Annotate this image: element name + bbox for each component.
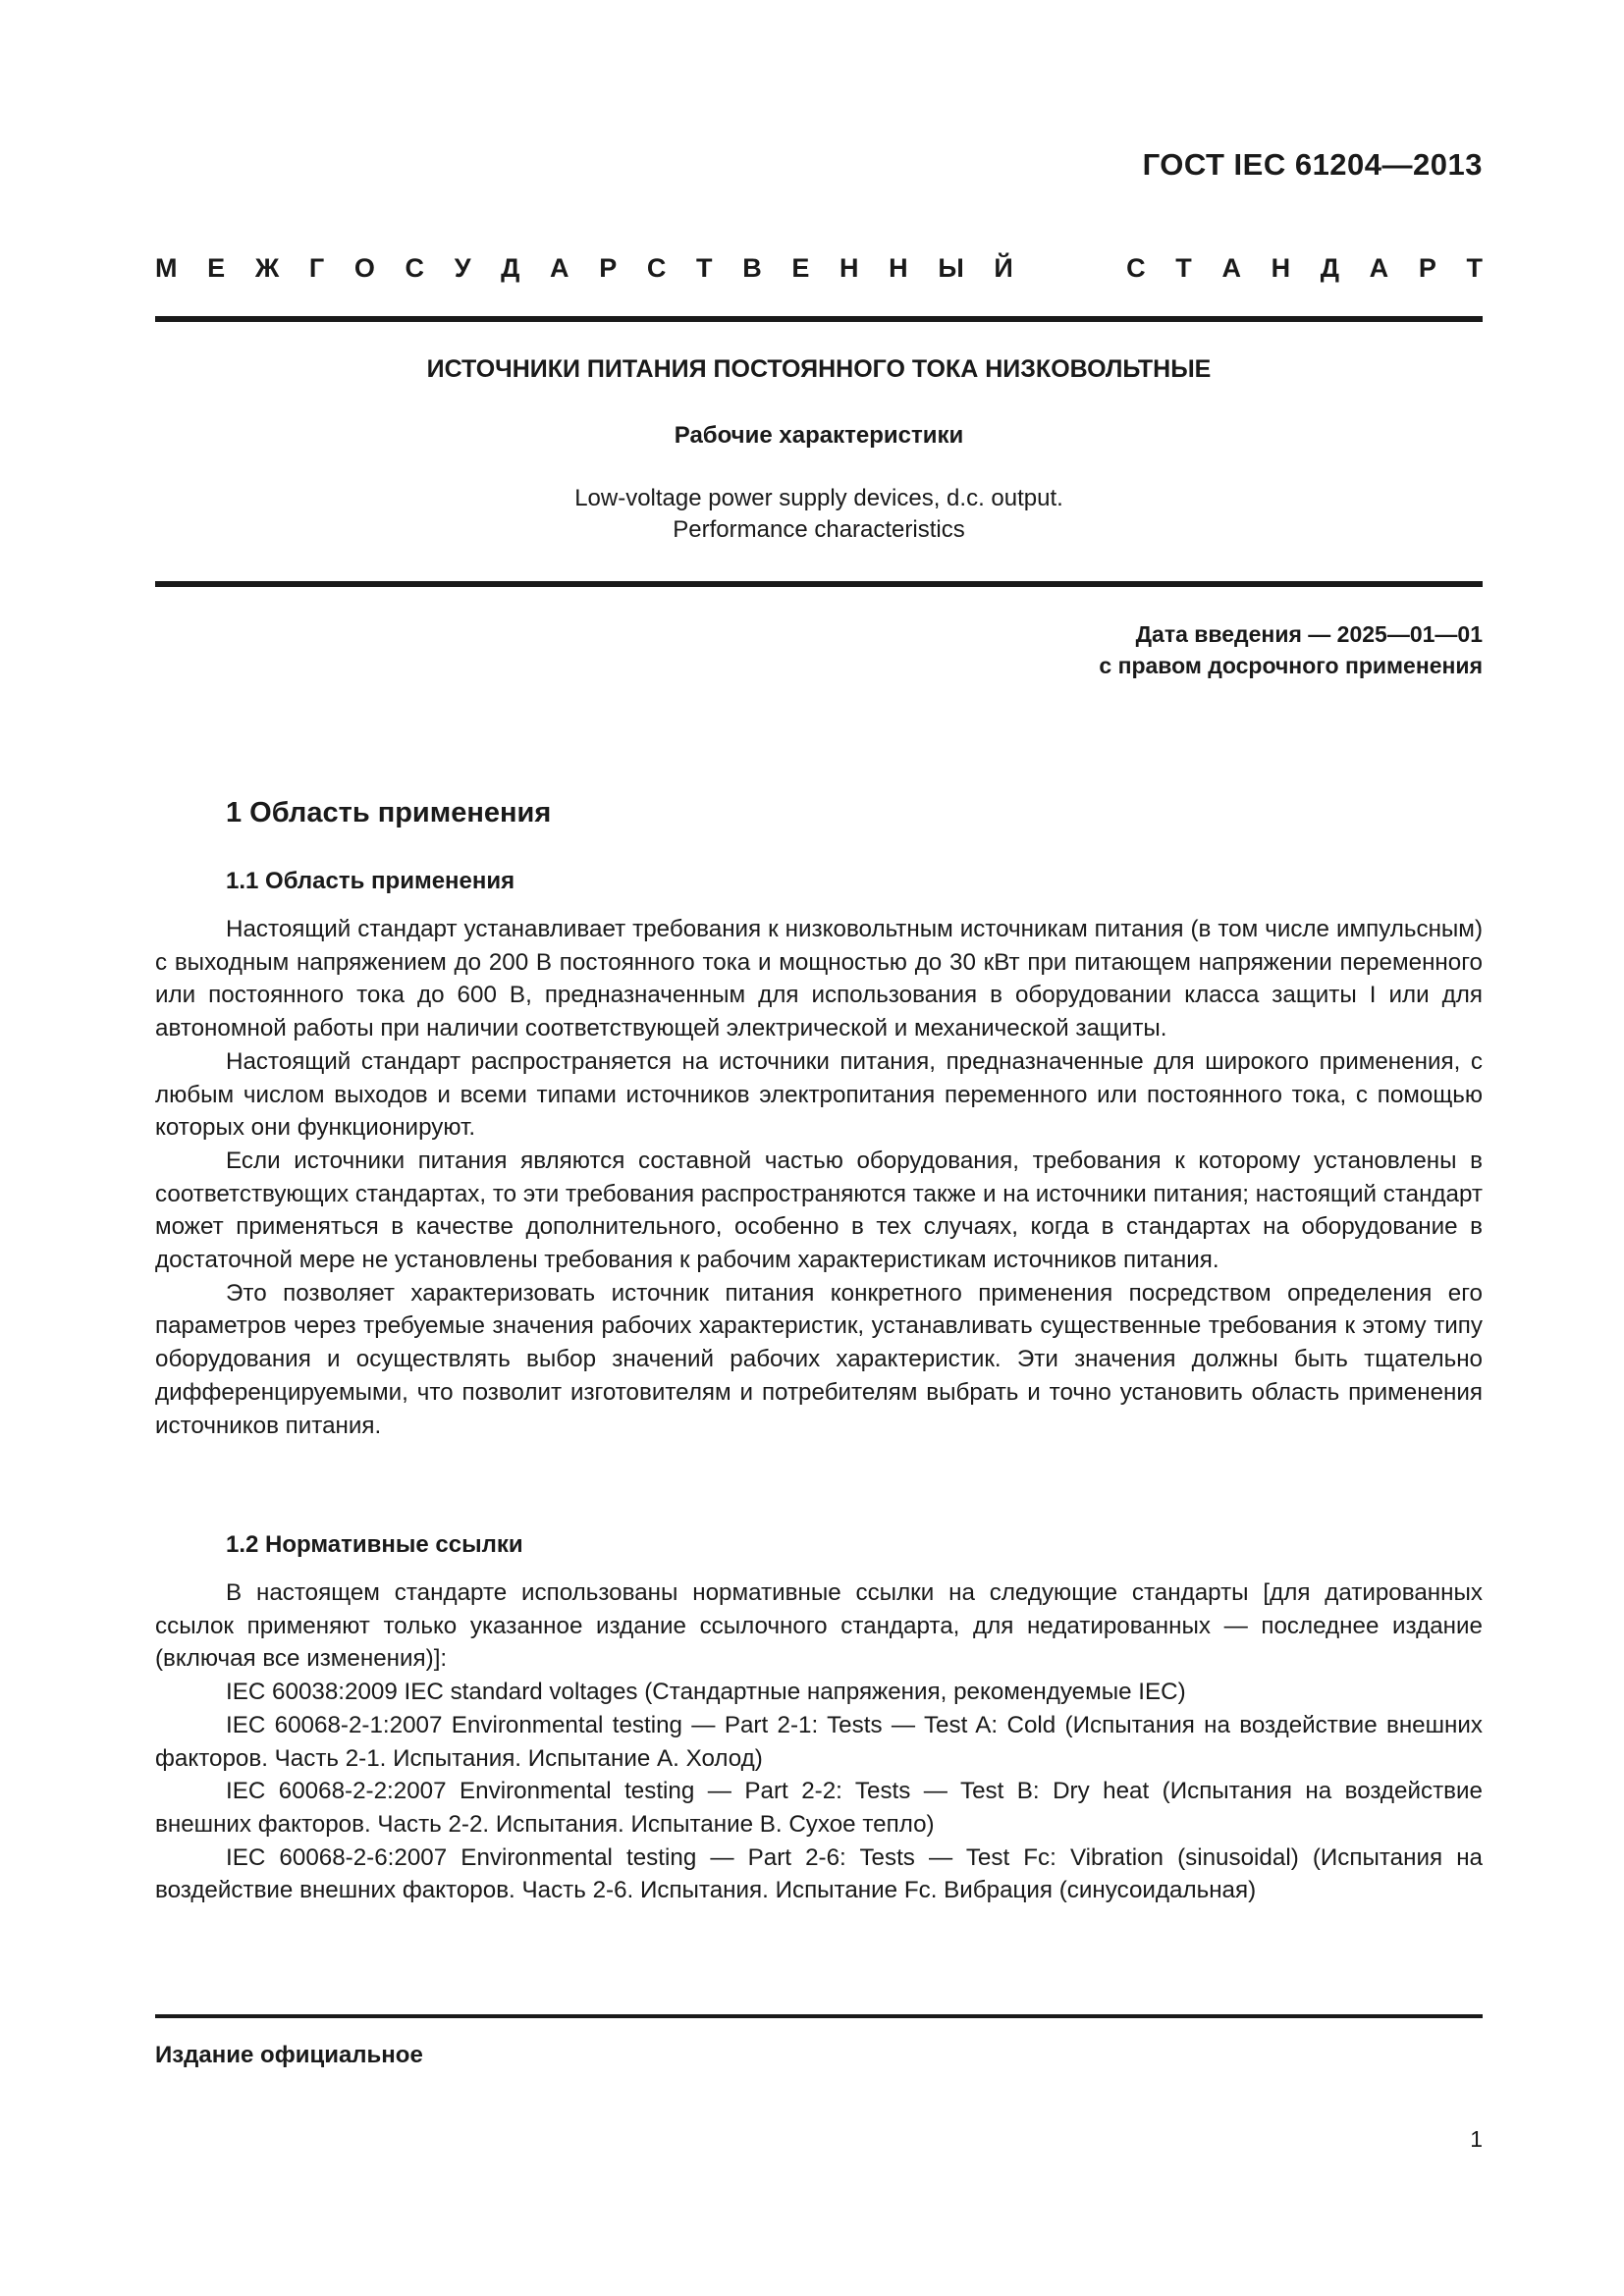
banner-letter: Н [1271,253,1291,283]
introduction-date [1099,618,1483,681]
banner-letter: Р [1418,253,1436,283]
english-title-line: Low-voltage power supply devices, d.c. output. [574,485,1063,511]
banner-letter: С [646,253,667,283]
english-title [155,483,1483,546]
footer-divider [155,2014,1483,2018]
normative-references-text [155,1576,1483,1907]
document-page [155,0,1483,2296]
banner-letter: У [454,253,471,283]
reference-entry: IEC 60068-2-6:2007 Environmental testing — Part 2-6: Tests — Test Fc: Vibration (sinusoidal) (Испытания на воздействие внешних факторов. Часть 2-6. Испытания. Испытание Fc. Вибрация (синусоидальная) [155,1843,1483,1904]
banner-letter: О [353,253,375,283]
banner-letter: Й [994,253,1013,283]
standard-type-banner [155,253,1483,284]
title-divider [155,581,1483,587]
banner-letter: Е [207,253,226,283]
introduction-date-line: Дата введения — 2025—01—01 [1135,621,1483,647]
banner-letter: М [155,253,178,283]
banner-letter: С [405,253,425,283]
page-number: 1 [1470,2126,1483,2152]
banner-letter: Н [889,253,908,283]
subsection-heading-normative-references: 1.2 Нормативные ссылки [226,1531,523,1558]
reference-entry: IEC 60068-2-1:2007 Environmental testing — Part 2-1: Tests — Test A: Cold (Испытания на воздействие внешних факторов. Часть 2-1. Испытания. Испытание A. Холод) [155,1711,1483,1772]
paragraph: В настоящем стандарте использованы нормативные ссылки на следующие стандарты [для датированных ссылок применяют только указанное издание ссылочного стандарта, для недатированных — последнее издание (включая все изменения)]: [155,1579,1483,1673]
reference-entry: IEC 60038:2009 IEC standard voltages (Стандартные напряжения, рекомендуемые IEC) [226,1679,1186,1706]
banner-letter: Ж [254,253,280,283]
banner-letter: В [742,253,762,283]
banner-letter: Т [1466,253,1483,283]
english-title-line: Performance characteristics [673,516,965,543]
banner-letter: Е [791,253,810,283]
banner-letter: Г [308,253,325,283]
document-subtitle: Рабочие характеристики [674,422,964,449]
banner-letter: Ы [938,253,964,283]
paragraph: Настоящий стандарт устанавливает требования к низковольтным источникам питания (в том числе импульсным) с выходным напряжением до 200 В постоянного тока и мощностью до 30 кВт при питающем напряжении переменного или постоянного тока до 600 В, предназначенным для использования в оборудовании класса защиты I или для автономной работы при наличии соответствующей электрической и механической защиты. [155,916,1483,1042]
paragraph: Это позволяет характеризовать источник питания конкретного применения посредством определения его параметров через требуемые значения рабочих характеристик, устанавливать существенные требования к этому типу оборудования и осуществлять выбор значений рабочих характеристик. Эти значения должны быть тщательно дифференцируемыми, что позволит изготовителям и потребителям выбрать и точно установить область применения источников питания. [155,1279,1483,1439]
banner-word-gap [1043,253,1096,284]
paragraph: Настоящий стандарт распространяется на источники питания, предназначенные для широкого применения, с любым числом выходов и всеми типами источников электропитания переменного или постоянного тока, с помощью которых они функционируют. [155,1047,1483,1142]
banner-letter: Т [1175,253,1192,283]
paragraph: Если источники питания являются составной частью оборудования, требования к которому установлены в соответствующих стандартах, то эти требования распространяются также и на источники питания; настоящий стандарт может применяться в качестве дополнительного, особенно в тех случаях, когда в стандартах на оборудование в достаточной мере не установлены требования к рабочим характеристикам источников питания. [155,1147,1483,1274]
scope-text [155,913,1483,1442]
document-title: ИСТОЧНИКИ ПИТАНИЯ ПОСТОЯННОГО ТОКА НИЗКОВОЛЬТНЫЕ [426,355,1212,383]
banner-letter: А [1369,253,1389,283]
early-application-line: с правом досрочного применения [1099,653,1483,678]
section-heading-scope: 1 Область применения [226,797,552,828]
official-edition-label: Издание официальное [155,2042,423,2068]
banner-letter: А [1221,253,1241,283]
reference-entry: IEC 60068-2-2:2007 Environmental testing — Part 2-2: Tests — Test B: Dry heat (Испытания на воздействие внешних факторов. Часть 2-2. Испытания. Испытание B. Сухое тепло) [155,1778,1483,1838]
document-number: ГОСТ IEC 61204—2013 [1142,147,1483,182]
banner-letter: Н [839,253,859,283]
banner-letter: Д [1320,253,1340,283]
banner-letter: Т [696,253,713,283]
banner-letter: Р [599,253,618,283]
header-divider [155,316,1483,322]
banner-letter: Д [501,253,520,283]
banner-letter: А [550,253,569,283]
banner-letter: С [1126,253,1146,283]
subsection-heading-scope: 1.1 Область применения [226,868,515,894]
